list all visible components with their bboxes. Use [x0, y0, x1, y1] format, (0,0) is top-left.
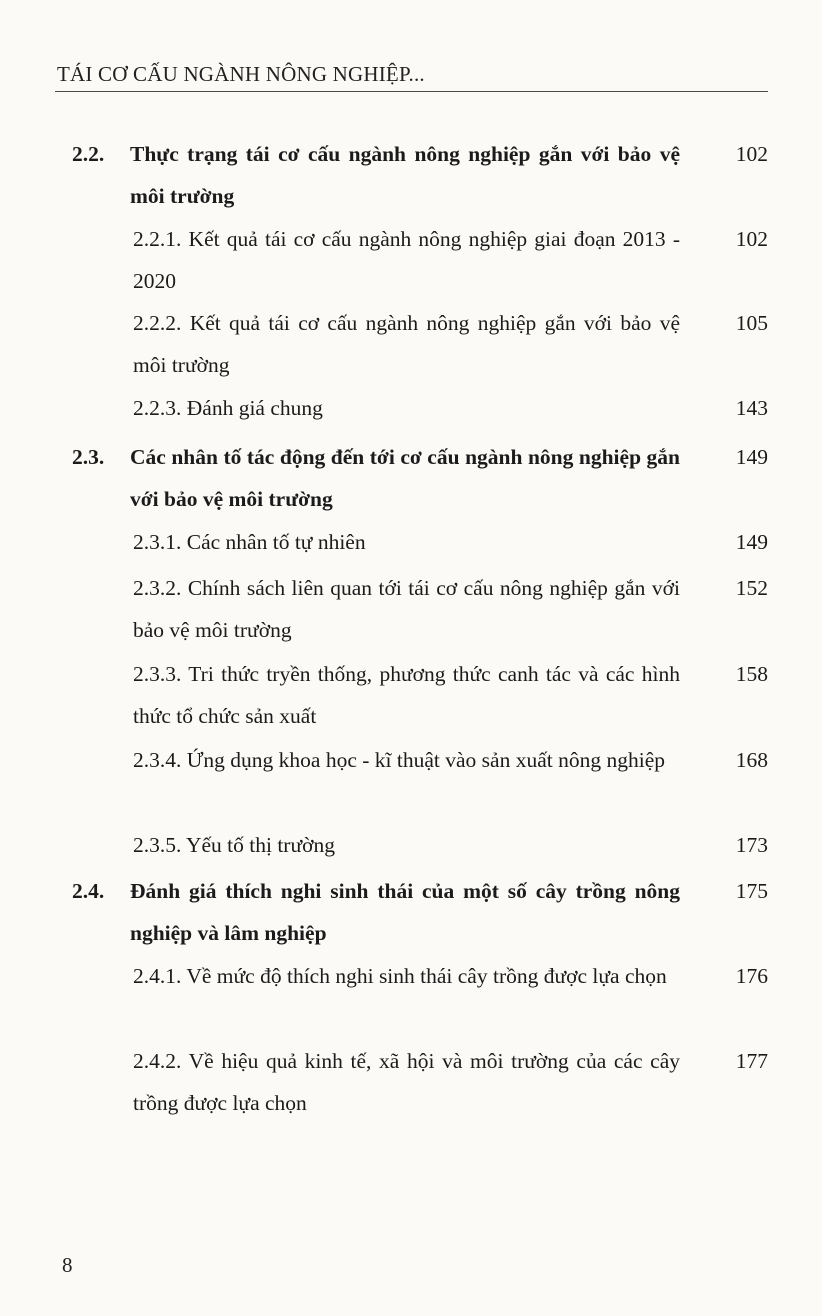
toc-section-number: 2.2. — [72, 142, 105, 166]
toc-page-number: 173 — [735, 833, 768, 857]
page-number: 8 — [62, 1253, 73, 1277]
toc-subsection-title: 2.3.3. Tri thức tryền thống, phương thức canh tác và các hình thức tổ chức sản xuất — [133, 662, 680, 728]
toc-page-number: 143 — [735, 396, 768, 420]
toc-page-number: 102 — [735, 142, 768, 166]
toc-section-title: Đánh giá thích nghi sinh thái của một số cây trồng nông nghiệp và lâm nghiệp — [130, 879, 680, 945]
toc-page-number: 175 — [735, 879, 768, 903]
toc-subsection-title: 2.2.1. Kết quả tái cơ cấu ngành nông nghiệp giai đoạn 2013 - 2020 — [133, 227, 680, 293]
toc-page-number: 168 — [735, 748, 768, 772]
toc-subsection-title: 2.2.3. Đánh giá chung — [133, 396, 323, 420]
toc-subsection-title: 2.2.2. Kết quả tái cơ cấu ngành nông nghiệp gắn với bảo vệ môi trường — [133, 311, 680, 377]
toc-page-number: 149 — [735, 530, 768, 554]
toc-page-number: 152 — [735, 576, 768, 600]
toc-subsection-title: 2.3.1. Các nhân tố tự nhiên — [133, 530, 366, 554]
toc-section-number: 2.4. — [72, 879, 105, 903]
toc-page-number: 102 — [735, 227, 768, 251]
toc-section-title: Các nhân tố tác động đến tới cơ cấu ngành nông nghiệp gắn với bảo vệ môi trường — [130, 445, 680, 511]
toc-page-number: 177 — [735, 1049, 768, 1073]
toc-subsection-title: 2.4.1. Về mức độ thích nghi sinh thái cây trồng được lựa chọn — [133, 964, 667, 988]
toc-subsection-title: 2.4.2. Về hiệu quả kinh tế, xã hội và môi trường của các cây trồng được lựa chọn — [133, 1049, 680, 1115]
toc-subsection-title: 2.3.5. Yếu tố thị trường — [133, 833, 335, 857]
running-head: TÁI CƠ CẤU NGÀNH NÔNG NGHIỆP... — [57, 62, 425, 86]
toc-subsection-title: 2.3.2. Chính sách liên quan tới tái cơ cấu nông nghiệp gắn với bảo vệ môi trường — [133, 576, 680, 642]
toc-page-number: 176 — [735, 964, 768, 988]
toc-section-number: 2.3. — [72, 445, 105, 469]
toc-page-number: 105 — [735, 311, 768, 335]
toc-subsection-title: 2.3.4. Ứng dụng khoa học - kĩ thuật vào sản xuất nông nghiệp — [133, 748, 665, 772]
toc-page-number: 158 — [735, 662, 768, 686]
toc-section-title: Thực trạng tái cơ cấu ngành nông nghiệp gắn với bảo vệ môi trường — [130, 142, 680, 208]
toc-page-number: 149 — [735, 445, 768, 469]
